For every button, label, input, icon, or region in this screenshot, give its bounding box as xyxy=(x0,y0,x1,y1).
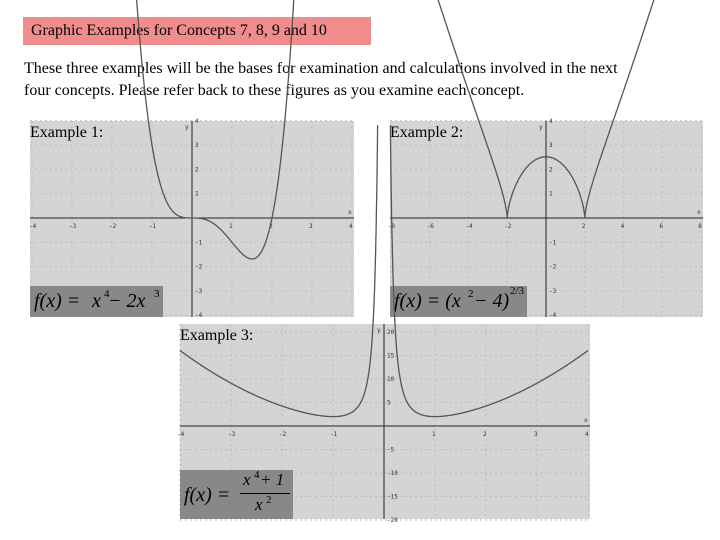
x-tick-label: 3 xyxy=(534,431,538,438)
x-tick-label: 6 xyxy=(659,223,664,230)
y-axis-label: y xyxy=(185,124,189,131)
y-axis-label: y xyxy=(539,124,543,131)
example-1-formula xyxy=(30,286,163,317)
fraction-bar xyxy=(240,493,290,494)
formula-3-den-x: x xyxy=(255,495,263,514)
formula-2-lhs: f(x) = (x xyxy=(394,290,461,312)
y-tick-label: 3 xyxy=(549,142,553,150)
y-tick-label: -1 xyxy=(549,239,557,247)
page-title: Graphic Examples for Concepts 7, 8, 9 and 10 xyxy=(31,22,327,39)
y-tick-label: 5 xyxy=(387,399,391,407)
x-axis-label: x xyxy=(348,209,352,216)
x-tick-label: 2 xyxy=(269,223,273,230)
concepts-title-banner xyxy=(23,17,371,45)
y-tick-label: -5 xyxy=(387,446,395,454)
intro-paragraph xyxy=(24,58,704,102)
formula-3-den-exp: 2 xyxy=(266,494,272,506)
y-tick-label: 2 xyxy=(195,166,199,174)
y-tick-label: -10 xyxy=(387,470,398,477)
formula-2-exp-2: 2 xyxy=(468,288,474,300)
x-axis-label: x xyxy=(697,209,701,216)
intro-line-2: four concepts. Please refer back to these figures as you examine each concept. xyxy=(24,82,525,99)
formula-1-exp-3: 3 xyxy=(154,288,160,300)
y-tick-label: 2 xyxy=(549,166,553,174)
x-tick-label: -1 xyxy=(149,223,157,230)
formula-3-num-x: x xyxy=(243,470,251,489)
x-tick-label: 2 xyxy=(483,431,487,438)
y-tick-label: -15 xyxy=(387,493,398,501)
formula-1-exp-4: 4 xyxy=(104,288,110,300)
y-tick-label: -3 xyxy=(549,287,557,295)
y-tick-label: -2 xyxy=(549,263,557,271)
x-tick-label: 8 xyxy=(698,223,702,230)
x-tick-label: -4 xyxy=(177,431,185,438)
formula-3-num-rest: + 1 xyxy=(260,470,285,489)
example-3-formula xyxy=(180,470,293,519)
y-tick-label: -4 xyxy=(549,312,557,320)
x-tick-label: 1 xyxy=(432,431,436,438)
example-3-graph xyxy=(177,324,590,524)
intro-line-1: These three examples will be the bases for examination and calculations involved in the next xyxy=(24,60,618,77)
example-1-label: Example 1: xyxy=(30,124,104,141)
y-tick-label: 15 xyxy=(387,352,395,360)
y-tick-label: 20 xyxy=(387,329,395,336)
y-tick-label: 1 xyxy=(195,190,199,198)
x-axis-label: x xyxy=(584,417,588,424)
x-tick-label: 4 xyxy=(585,431,589,438)
example-3-label: Example 3: xyxy=(180,327,254,344)
y-axis-label: y xyxy=(377,327,381,334)
x-tick-label: -6 xyxy=(426,223,434,230)
x-tick-label: -4 xyxy=(29,223,37,230)
x-tick-label: -3 xyxy=(228,431,236,438)
example-2-graph xyxy=(387,117,703,320)
y-tick-label: 4 xyxy=(195,117,199,125)
x-tick-label: -2 xyxy=(279,431,287,438)
x-tick-label: 1 xyxy=(229,223,233,230)
x-tick-label: -8 xyxy=(387,223,396,230)
formula-2-mid: − 4) xyxy=(474,290,510,312)
x-tick-label: -1 xyxy=(330,431,338,438)
y-tick-label: 10 xyxy=(387,376,395,383)
formula-3-num-exp: 4 xyxy=(254,469,260,481)
y-tick-label: 1 xyxy=(549,190,553,198)
x-tick-label: -4 xyxy=(465,223,473,230)
formula-1-term: − 2x xyxy=(108,290,146,312)
example-2-label: Example 2: xyxy=(390,124,464,141)
y-tick-label: 3 xyxy=(195,142,199,150)
example-2-formula xyxy=(390,286,527,317)
y-tick-label: -1 xyxy=(195,239,203,247)
y-tick-label: -4 xyxy=(195,312,203,320)
x-tick-label: 3 xyxy=(309,223,313,230)
example-1-graph xyxy=(29,117,354,320)
formula-1-lhs: f(x) = xyxy=(34,290,81,312)
y-tick-label: -2 xyxy=(195,263,203,271)
formula-2-exp-2-3: 2/3 xyxy=(510,285,525,297)
y-tick-label: -3 xyxy=(195,287,203,295)
x-tick-label: 4 xyxy=(620,223,625,230)
x-tick-label: 2 xyxy=(581,223,586,230)
x-tick-label: -3 xyxy=(69,223,77,230)
formula-1-x: x xyxy=(92,290,101,312)
x-tick-label: -2 xyxy=(504,223,512,230)
y-tick-label: -20 xyxy=(387,517,398,524)
formula-3-lhs: f(x) = xyxy=(184,484,231,506)
x-tick-label: -2 xyxy=(109,223,117,230)
x-tick-label: 4 xyxy=(349,223,353,230)
y-tick-label: 4 xyxy=(549,117,553,125)
